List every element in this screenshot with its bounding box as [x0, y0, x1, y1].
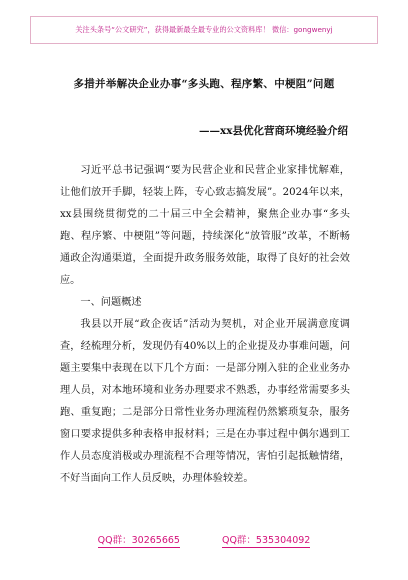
qq-group-2: QQ群：535304092	[222, 532, 310, 548]
footer-contacts	[0, 532, 408, 548]
promo-banner	[30, 16, 378, 44]
document-subtitle: ——xx县优化营商环境经验介绍	[198, 125, 348, 137]
promo-banner-text: 关注头条号“公文研究”，获得最新最全最专业的公文资料库！ 微信：gongwenyj	[75, 25, 333, 34]
document-title: 多措并举解决企业办事“多头跑、程序繁、中梗阻”问题	[73, 78, 335, 90]
qq-group-1: QQ群：30265665	[98, 532, 180, 548]
section-heading: 一、问题概述	[80, 297, 142, 308]
body-paragraph-problems: 我县以开展“政企夜话”活动为契机，对企业开展满意度调查，经梳理分析，发现仍有40%以上的企业提及办事难问题，问题主要集中表现在以下几个方面：一是部分刚入驻的企业业务办理人员，对本地环境和业务办理要求不熟悉，办事经常需要多头跑、重复跑；二是部分日常性业务办理流程仍然繁琐复杂，服务窗口要求提供多种表格申报材料；三是在办事过程中偶尔遇到工作人员态度消极或办理流程不合理等情况，害怕引起抵触情绪，不好当面向工作人员反映，办理体验较差。	[60, 319, 350, 484]
document-body	[60, 160, 350, 490]
body-paragraph-intro: 习近平总书记强调“要为民营企业和民营企业家排忧解难，让他们放开手脚，轻装上阵，专心致志搞发展”。2024年以来，xx县围绕贯彻党的二十届三中全会精神，聚焦企业办事“多头跑、程序繁、中梗阻”等问题，持续深化“放管服”改革，不断畅通政企沟通渠道，全面提升政务服务效能，取得了良好的社会效应。	[60, 165, 350, 286]
